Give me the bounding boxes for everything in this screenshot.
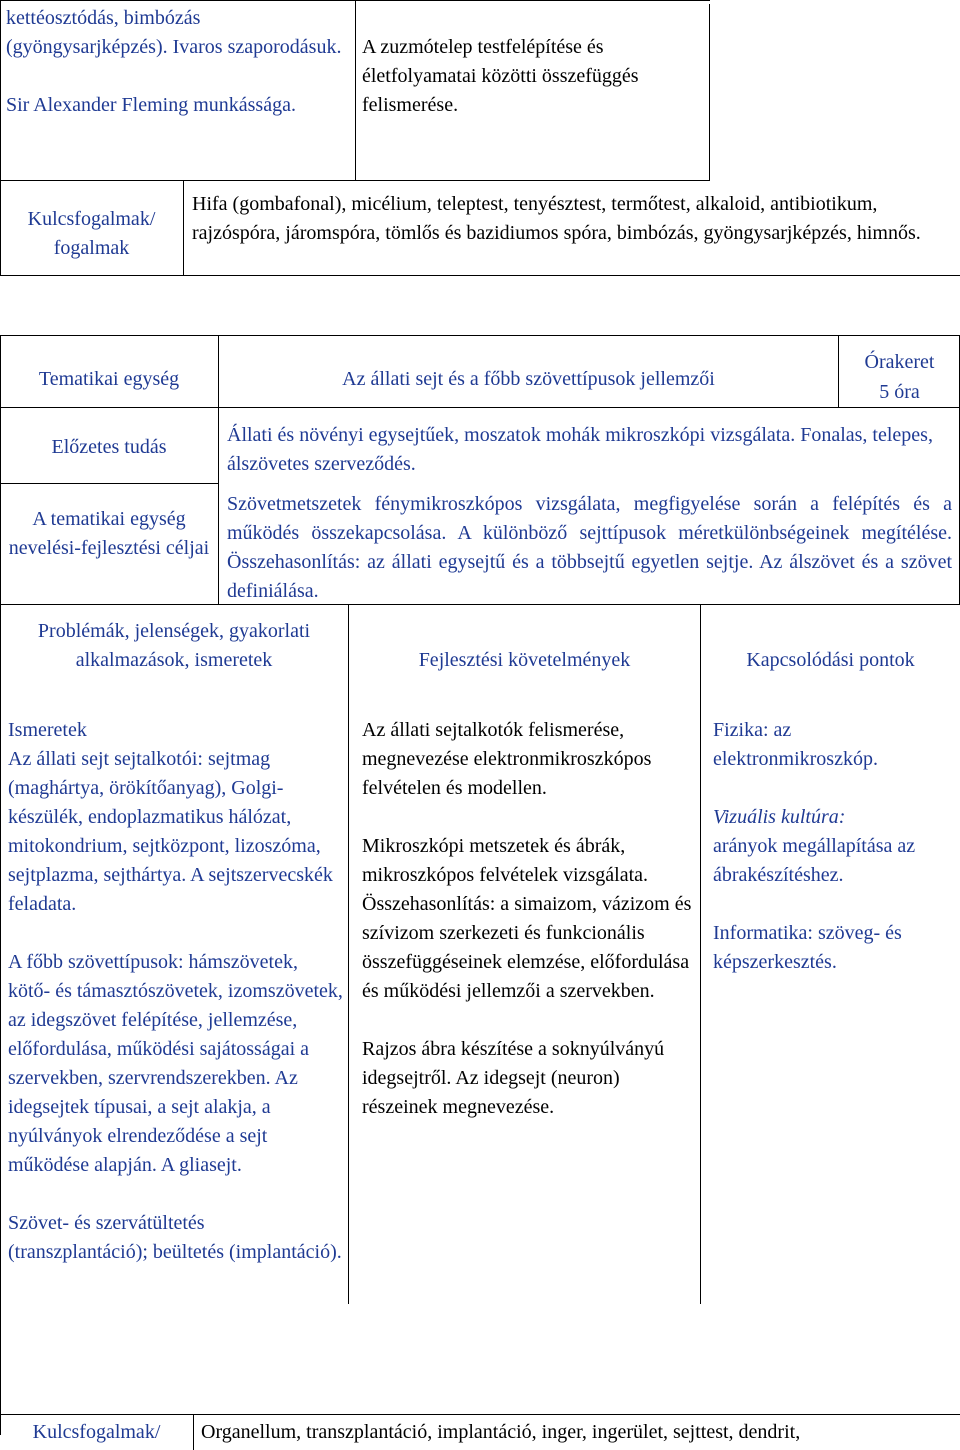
col3-vizualis-text: arányok megállapítása az ábrakészítéshez.	[713, 835, 916, 886]
top-left-text-1: kettéosztódás, bimbózás (gyöngysarjképzés). Ivaros szaporodásuk.	[6, 7, 342, 58]
col1-body	[8, 716, 344, 1267]
col3-vizualis	[713, 803, 953, 890]
orakeret-label: Órakeret	[864, 351, 935, 373]
col2-header: Fejlesztési követelmények	[418, 649, 631, 671]
col3-informatika: Informatika: szöveg- és képszerkesztés.	[713, 922, 902, 973]
col2-para-2: Mikroszkópi metszetek és ábrák, mikroszkópos felvételek vizsgálata. Összehasonlítás: a simaizom, vázizom és szívizom szerkezeti és funkcionális összefüggéseinek elemzése, előfordulása és működési jellemzői a szervekben.	[362, 835, 692, 1002]
col1-transzplantacio: Szövet- és szervátültetés (transzplantáció); beültetés (implantáció).	[8, 1212, 342, 1263]
col3-header: Kapcsolódási pontok	[746, 649, 915, 671]
top-left-text-2: Sir Alexander Fleming munkássága.	[6, 94, 296, 116]
bottom-key-label: Kulcsfogalmak/	[32, 1421, 161, 1443]
col1-szovettipusok: A főbb szövettípusok: hámszövetek, kötő- és támasztószövetek, izomszövetek, az idegszövet felépítése, jellemzése, előfordulása, működési sajátosságai a szervekben, szervrendszerekben. Az idegsejtek típusai, a sejt alakja, a nyúlványok elrendeződése a sejt működése alapján. A gliasejt.	[8, 951, 343, 1176]
elozetes-label: Előzetes tudás	[51, 436, 167, 458]
col2-body	[362, 716, 696, 1122]
col2-para-1: Az állati sejtalkotók felismerése, megnevezése elektronmikroszkópos felvételen és modellen.	[362, 719, 652, 799]
col2-para-3: Rajzos ábra készítése a soknyúlványú idegsejtről. Az idegsejt (neuron) részeinek megnevezése.	[362, 1038, 665, 1118]
col3-body	[713, 716, 953, 977]
top-mid-cell: A zuzmótelep testfelépítése és életfolyamatai közötti összefüggés felismerése.	[362, 36, 639, 116]
col1-sejtalkotok: Az állati sejt sejtalkotói: sejtmag (maghártya, örökítőanyag), Golgi-készülék, endoplazmatikus hálózat, mitokondrium, sejtközpont, lizoszóma, sejtplazma, sejthártya. A sejtszervecskék feladata.	[8, 748, 333, 915]
top-key-text: Hifa (gombafonal), micélium, teleptest, tenyésztest, termőtest, alkaloid, antibiotikum, rajzóspóra, járomspóra, tömlős és bazidiumos spóra, bimbózás, gyöngysarjképzés, himnős.	[192, 193, 921, 244]
tematikai-label: Tematikai egység	[38, 368, 180, 390]
col3-vizualis-label: Vizuális kultúra:	[713, 806, 846, 828]
col1-header: Problémák, jelenségek, gyakorlati alkalmazások, ismeretek	[37, 620, 311, 671]
top-key-label: Kulcsfogalmak/ fogalmak	[27, 208, 156, 259]
celok-text: Szövetmetszetek fénymikroszkópos vizsgálata, megfigyelése során a felépítés és a működés összekapcsolása. A különböző sejttípusok méretkülönbségeinek megítélése. Összehasonlítás: az állati egysejtű és a többsejtű egyetlen sejtje. Az álszövet és a szövet definiálása.	[227, 493, 952, 602]
unit-title: Az állati sejt és a főbb szövettípusok jellemzői	[342, 368, 715, 390]
top-left-cell	[6, 4, 346, 120]
elozetes-text: Állati és növényi egysejtűek, moszatok mohák mikroszkópi vizsgálata. Fonalas, telepes, álszövetes szerveződés.	[227, 424, 933, 475]
celok-label: A tematikai egység nevelési-fejlesztési céljai	[8, 508, 210, 559]
orakeret-value: 5 óra	[879, 381, 920, 403]
col3-fizika: Fizika: az elektronmikroszkóp.	[713, 719, 878, 770]
col1-ismeretek: Ismeretek	[8, 719, 87, 741]
bottom-key-text: Organellum, transzplantáció, implantáció, inger, ingerület, sejttest, dendrit,	[201, 1421, 801, 1443]
